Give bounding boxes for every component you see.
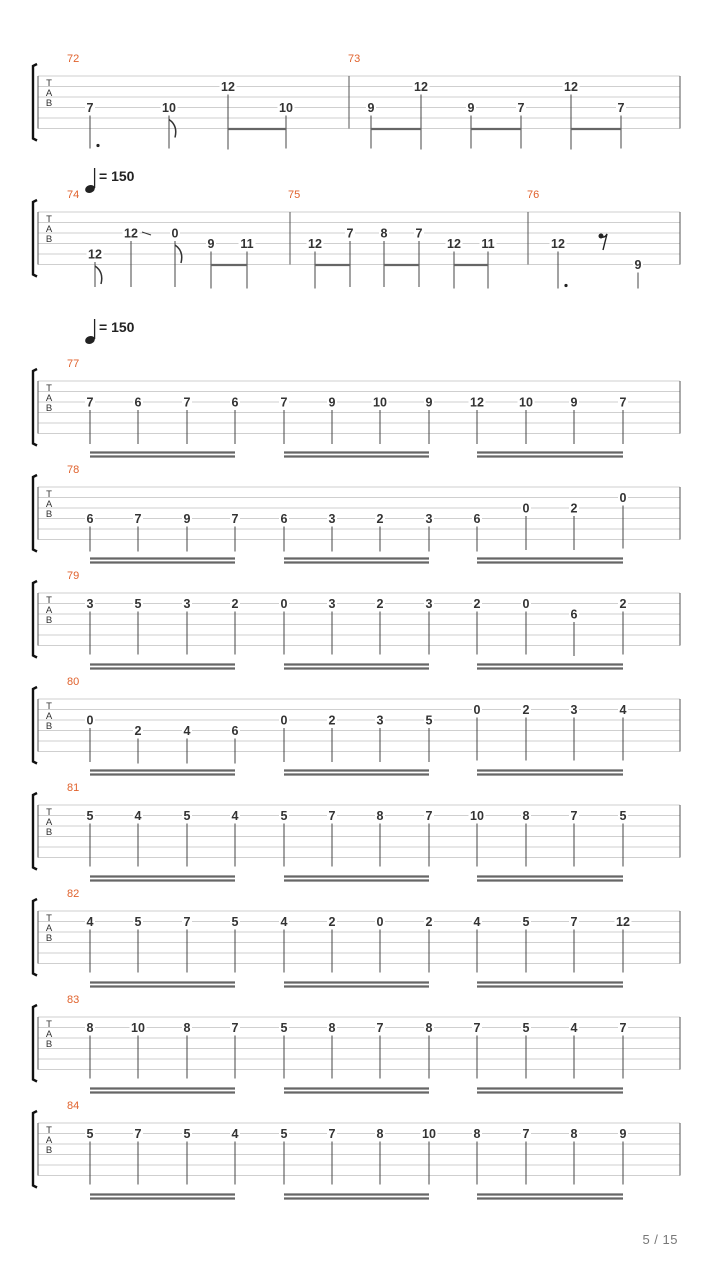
fret-number: 0	[522, 501, 530, 516]
fret-number: 12	[616, 915, 630, 929]
dot	[96, 144, 99, 147]
fret-number: 12	[124, 226, 138, 241]
staff-system	[33, 168, 680, 289]
measure-number: 81	[67, 782, 80, 794]
fret-number: 9	[467, 101, 475, 115]
fret-number: 0	[86, 713, 94, 728]
staff-system	[33, 1100, 680, 1199]
fret-number: 4	[134, 809, 142, 823]
tab-clef-letter: B	[45, 1145, 53, 1156]
fret-number: 7	[619, 395, 627, 410]
fret-number: 5	[522, 1021, 530, 1035]
fret-number: 6	[86, 512, 94, 526]
tab-clef-letter: T	[46, 701, 52, 712]
fret-number: 10	[373, 395, 387, 410]
fret-number: 0	[171, 226, 179, 241]
tab-clef-letter: T	[46, 807, 52, 818]
fret-number: 12	[447, 237, 461, 251]
staff-system	[33, 782, 680, 881]
fret-number: 5	[280, 1021, 288, 1035]
fret-number: 9	[634, 258, 642, 272]
fret-number: 3	[328, 597, 336, 611]
measure-number: 73	[348, 53, 361, 65]
measure-number: 84	[67, 1100, 80, 1112]
fret-number: 3	[425, 597, 433, 611]
tempo-marking: = 150	[99, 319, 135, 335]
fret-number: 3	[425, 512, 433, 526]
fret-number: 7	[346, 226, 354, 241]
tab-clef-letter: B	[45, 403, 53, 414]
staff-system	[33, 53, 680, 150]
tab-clef-letter: A	[45, 605, 53, 616]
tab-clef-letter: A	[45, 711, 53, 722]
fret-number: 2	[522, 703, 530, 717]
measure-number: 82	[67, 888, 80, 900]
system-bracket	[33, 369, 37, 446]
measure-number: 79	[67, 570, 80, 582]
fret-number: 8	[376, 1127, 384, 1141]
fret-number: 7	[570, 809, 578, 823]
tab-clef-letter: B	[45, 721, 53, 732]
fret-number: 8	[570, 1127, 578, 1141]
staff-system	[33, 994, 680, 1093]
fret-number: 6	[473, 512, 481, 526]
fret-number: 4	[231, 1127, 239, 1141]
fret-number: 2	[376, 597, 384, 611]
page-number-text: 5 / 15	[642, 1232, 678, 1247]
tab-clef-letter: B	[45, 234, 53, 245]
fret-number: 12	[564, 80, 578, 94]
system-bracket	[33, 1005, 37, 1082]
fret-number: 8	[425, 1021, 433, 1035]
fret-number: 9	[425, 395, 433, 410]
tab-clef-letter: T	[46, 1125, 52, 1136]
system-bracket	[33, 1111, 37, 1188]
fret-number: 7	[86, 395, 94, 410]
system-bracket	[33, 200, 37, 277]
tab-clef-letter: A	[45, 88, 53, 99]
fret-number: 8	[376, 809, 384, 823]
fret-number: 0	[619, 491, 627, 505]
staff-system	[33, 464, 680, 563]
fret-number: 5	[522, 915, 530, 929]
tab-clef-letter: A	[45, 499, 53, 510]
fret-number: 2	[570, 501, 578, 516]
fret-number: 6	[570, 607, 578, 622]
fret-number: 7	[473, 1021, 481, 1035]
fret-number: 12	[414, 80, 428, 94]
fret-number: 3	[376, 713, 384, 728]
fret-number: 4	[473, 915, 481, 929]
tab-clef-letter: T	[46, 595, 52, 606]
fret-number: 7	[617, 101, 625, 115]
staff-system	[33, 676, 680, 775]
fret-number: 3	[86, 597, 94, 611]
fret-number: 12	[221, 80, 235, 94]
fret-number: 8	[380, 226, 388, 241]
fret-number: 7	[522, 1127, 530, 1141]
fret-number: 10	[279, 101, 293, 115]
measure-number: 76	[527, 189, 540, 201]
fret-number: 2	[328, 713, 336, 728]
tab-clef-letter: T	[46, 489, 52, 500]
fret-number: 5	[280, 809, 288, 823]
fret-number: 9	[570, 395, 578, 410]
fret-number: 8	[522, 809, 530, 823]
fret-number: 5	[425, 713, 433, 728]
tab-clef-letter: A	[45, 224, 53, 235]
tab-clef-letter: T	[46, 214, 52, 225]
fret-number: 7	[231, 512, 239, 526]
fret-number: 5	[619, 809, 627, 823]
measure-number: 78	[67, 464, 80, 476]
fret-number: 0	[473, 703, 481, 717]
tab-clef-letter: A	[45, 923, 53, 934]
fret-number: 8	[328, 1021, 336, 1035]
tab-clef-letter: T	[46, 1019, 52, 1030]
staff-system	[33, 888, 680, 987]
tempo-marking: = 150	[99, 168, 135, 184]
tab-clef-letter: A	[45, 393, 53, 404]
fret-number: 12	[308, 237, 322, 251]
tab-clef-letter: B	[45, 615, 53, 626]
fret-number: 7	[280, 395, 288, 410]
staff-system	[33, 570, 680, 669]
fret-number: 2	[473, 597, 481, 611]
fret-number: 5	[183, 1127, 191, 1141]
fret-number: 12	[551, 237, 565, 251]
fret-number: 7	[183, 915, 191, 929]
fret-number: 6	[231, 395, 239, 410]
fret-number: 12	[88, 247, 102, 262]
fret-number: 4	[86, 915, 94, 929]
measure-number: 83	[67, 994, 80, 1006]
fret-number: 5	[231, 915, 239, 929]
fret-number: 9	[183, 512, 191, 526]
fret-number: 10	[162, 101, 176, 115]
fret-number: 8	[86, 1021, 94, 1035]
system-bracket	[33, 687, 37, 764]
fret-number: 6	[231, 724, 239, 738]
system-bracket	[33, 899, 37, 976]
fret-number: 7	[328, 1127, 336, 1141]
fret-number: 2	[425, 915, 433, 929]
tab-clef-letter: B	[45, 98, 53, 109]
fret-number: 6	[280, 512, 288, 526]
tab-clef-letter: B	[45, 827, 53, 838]
fret-number: 0	[280, 597, 288, 611]
tab-clef-letter: T	[46, 78, 52, 89]
fret-number: 7	[425, 809, 433, 823]
fret-number: 0	[522, 597, 530, 611]
fret-number: 4	[183, 724, 191, 738]
fret-number: 10	[470, 809, 484, 823]
fret-number: 2	[619, 597, 627, 611]
fret-number: 3	[328, 512, 336, 526]
fret-number: 9	[619, 1127, 627, 1141]
tab-clef-letter: B	[45, 1039, 53, 1050]
fret-number: 10	[422, 1127, 436, 1141]
fret-number: 11	[240, 237, 254, 251]
fret-number: 7	[86, 101, 94, 115]
measure-number: 77	[67, 358, 80, 370]
fret-number: 7	[134, 1127, 142, 1141]
fret-number: 12	[470, 395, 484, 410]
fret-number: 7	[231, 1021, 239, 1035]
tab-clef-letter: B	[45, 933, 53, 944]
fret-number: 11	[481, 237, 495, 251]
system-bracket	[33, 793, 37, 870]
tab-clef-letter: T	[46, 913, 52, 924]
fret-number: 5	[86, 1127, 94, 1141]
measure-number: 72	[67, 53, 80, 65]
fret-number: 3	[183, 597, 191, 611]
fret-number: 8	[473, 1127, 481, 1141]
fret-number: 9	[328, 395, 336, 410]
fret-number: 0	[280, 713, 288, 728]
tab-clef-letter: A	[45, 1029, 53, 1040]
fret-number: 4	[280, 915, 288, 929]
eighth-flag	[95, 266, 102, 284]
fret-number: 2	[328, 915, 336, 929]
fret-number: 5	[134, 915, 142, 929]
system-bracket	[33, 475, 37, 552]
fret-number: 5	[86, 809, 94, 823]
tab-clef-letter: B	[45, 509, 53, 520]
tab-clef-letter: A	[45, 1135, 53, 1146]
fret-number: 4	[619, 703, 627, 717]
fret-number: 2	[231, 597, 239, 611]
fret-number: 7	[619, 1021, 627, 1035]
fret-number: 2	[134, 724, 142, 738]
fret-number: 9	[207, 237, 215, 251]
fret-number: 4	[570, 1021, 578, 1035]
staff-system	[33, 319, 680, 457]
fret-number: 7	[517, 101, 525, 115]
fret-number: 7	[134, 512, 142, 526]
system-bracket	[33, 64, 37, 141]
fret-number: 2	[376, 512, 384, 526]
fret-number: 7	[328, 809, 336, 823]
measure-number: 80	[67, 676, 80, 688]
measure-number: 74	[67, 189, 80, 201]
fret-number: 0	[376, 915, 384, 929]
fret-number: 5	[183, 809, 191, 823]
fret-number: 10	[131, 1021, 145, 1035]
fret-number: 9	[367, 101, 375, 115]
measure-number: 75	[288, 189, 301, 201]
fret-number: 7	[183, 395, 191, 410]
tab-clef-letter: T	[46, 383, 52, 394]
fret-number: 7	[376, 1021, 384, 1035]
dot	[564, 284, 567, 287]
fret-number: 3	[570, 703, 578, 717]
fret-number: 5	[280, 1127, 288, 1141]
fret-number: 10	[519, 395, 533, 410]
fret-number: 7	[415, 226, 423, 241]
fret-number: 4	[231, 809, 239, 823]
fret-number: 5	[134, 597, 142, 611]
fret-number: 8	[183, 1021, 191, 1035]
fret-number: 6	[134, 395, 142, 410]
tab-clef-letter: A	[45, 817, 53, 828]
fret-number: 7	[570, 915, 578, 929]
system-bracket	[33, 581, 37, 658]
